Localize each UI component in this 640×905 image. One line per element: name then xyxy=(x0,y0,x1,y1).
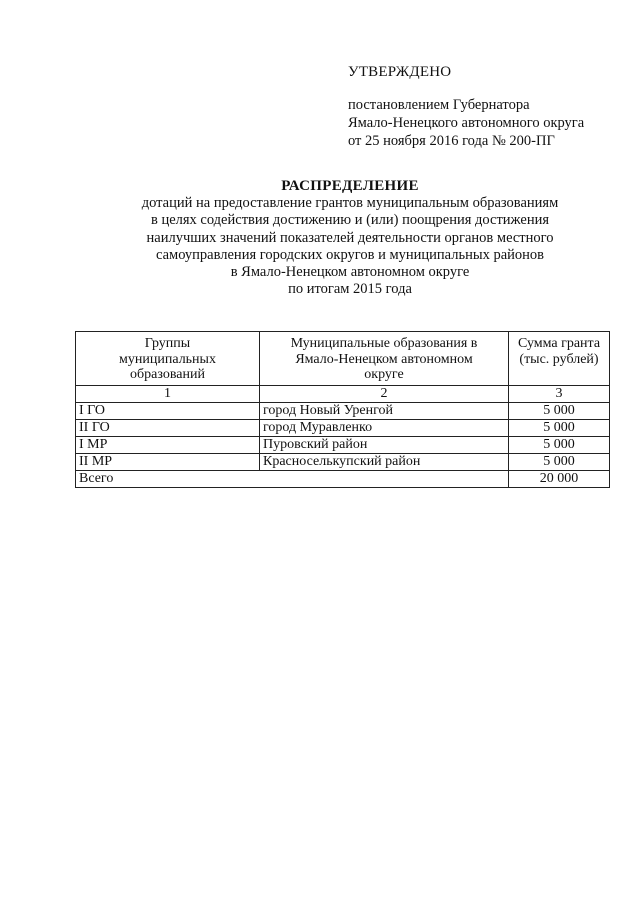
table-row xyxy=(76,453,610,470)
document-heading: РАСПРЕДЕЛЕНИЕ xyxy=(281,178,419,194)
municipality-cell: город Новый Уренгой xyxy=(260,402,509,419)
approval-line-3: от 25 ноября 2016 года № 200-ПГ xyxy=(348,133,555,149)
municipality-cell: Красноселькупский район xyxy=(260,453,509,470)
table-row xyxy=(76,436,610,453)
table-row xyxy=(76,402,610,419)
title-line: в Ямало-Ненецком автономном округе xyxy=(230,264,470,281)
total-label: Всего xyxy=(76,470,509,487)
group-cell: II ГО xyxy=(76,419,260,436)
sum-cell: 5 000 xyxy=(509,453,610,470)
group-cell: I ГО xyxy=(76,402,260,419)
title-line: дотаций на предоставление грантов муниципальным образованиям xyxy=(141,195,559,211)
header-municipalities: Муниципальные образования в Ямало-Ненецком автономном округе xyxy=(260,332,509,386)
column-number: 3 xyxy=(509,385,610,402)
title-line: самоуправления городских округов и муниципальных районов xyxy=(155,246,545,263)
table-header-row xyxy=(76,332,610,386)
sum-cell: 5 000 xyxy=(509,436,610,453)
municipality-cell: Пуровский район xyxy=(260,436,509,453)
title-line: в целях содействия достижению и (или) поощрения достижения xyxy=(150,212,550,229)
column-number: 2 xyxy=(260,385,509,402)
total-sum: 20 000 xyxy=(509,470,610,487)
column-number: 1 xyxy=(76,385,260,402)
group-cell: II МР xyxy=(76,453,260,470)
approval-line-2: Ямало-Ненецкого автономного округа xyxy=(348,115,585,131)
municipality-cell: город Муравленко xyxy=(260,419,509,436)
title-line: наилучших значений показателей деятельности органов местного xyxy=(146,229,554,246)
group-cell: I МР xyxy=(76,436,260,453)
header-grant-sum: Сумма гранта (тыс. рублей) xyxy=(509,332,610,386)
title-line: по итогам 2015 года xyxy=(288,281,412,298)
total-row xyxy=(76,470,610,487)
grants-table xyxy=(75,331,610,488)
approval-line-1: постановлением Губернатора xyxy=(348,97,530,113)
approval-block xyxy=(348,63,628,150)
sum-cell: 5 000 xyxy=(509,402,610,419)
sum-cell: 5 000 xyxy=(509,419,610,436)
column-number-row xyxy=(76,385,610,402)
document-title-block xyxy=(60,177,640,299)
approval-stamp: УТВЕРЖДЕНО xyxy=(348,64,452,80)
header-groups: Группы муниципальных образований xyxy=(76,332,260,386)
table-row xyxy=(76,419,610,436)
